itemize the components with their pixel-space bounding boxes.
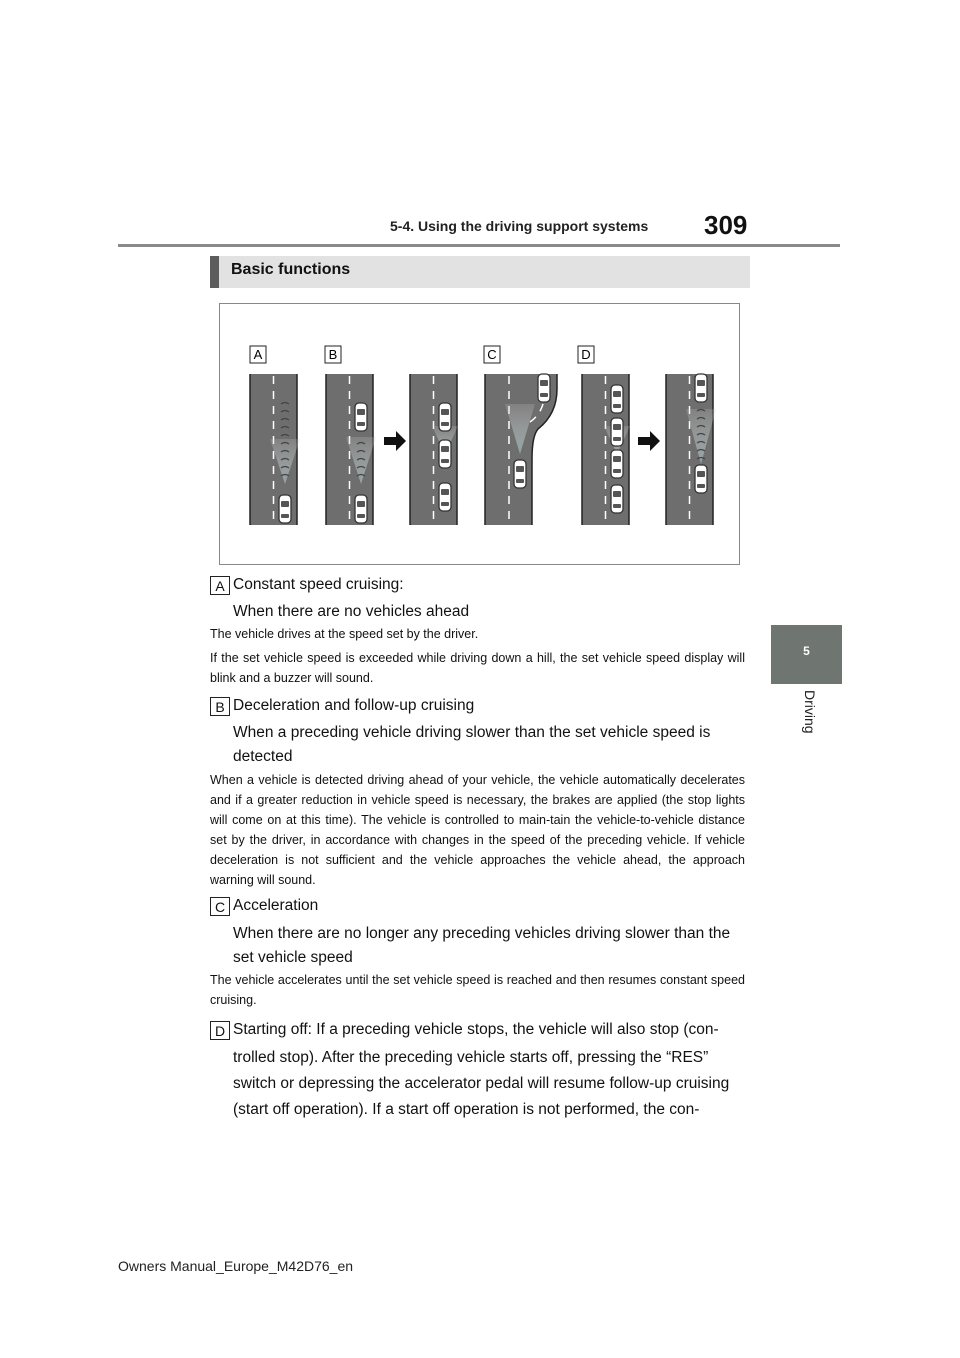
item-c-description: The vehicle accelerates until the set vehicle speed is reached and then resumes constant speed cruising. (210, 973, 745, 1007)
road-c (485, 374, 557, 525)
chapter-tab: 5 (771, 625, 842, 684)
arrow-right-icon (638, 431, 660, 451)
diagram-label-d (578, 346, 594, 363)
diagram-label-b (325, 346, 341, 363)
item-d-line-2: trolled stop). After the preceding vehicle starts off, pressing the “RES” (233, 1049, 709, 1066)
road-b-follow (410, 374, 458, 525)
item-b-letter: B (210, 697, 230, 716)
section-heading: Basic functions (231, 261, 351, 278)
chapter-label: Driving (802, 690, 818, 734)
diagram-label-a (250, 346, 266, 363)
item-b-description: When a vehicle is detected driving ahead of your vehicle, the vehicle automatically decelerates and if a greater reduction in vehicle speed is necessary, the brakes are applied (the stop lights will come on at this time). The vehicle is controlled to main-tain the vehicle-to-vehicle distance set by the driver, in accordance with changes in the speed of the preceding vehicle. If vehicle deceleration is not sufficient and the vehicle approaches the vehicle ahead, the approach warning will sound. (210, 773, 745, 887)
item-a-condition: When there are no vehicles ahead (233, 603, 470, 620)
page-number: 309 (704, 210, 748, 240)
diagram-label-c (484, 346, 500, 363)
footer-manual-id: Owners Manual_Europe_M42D76_en (118, 1258, 354, 1274)
road-d-start (666, 374, 716, 525)
road-a (250, 374, 300, 525)
item-a-description-2: If the set vehicle speed is exceeded while driving down a hill, the set vehicle speed display will blink and a buzzer will sound. (210, 651, 745, 685)
item-b-condition-line-2: detected (233, 748, 293, 765)
item-c-condition-line-1: When there are no longer any preceding vehicles driving slower than the (233, 925, 731, 942)
svg-text:D: D (581, 347, 591, 362)
item-b-condition-line-1: When a preceding vehicle driving slower than the set vehicle speed is (233, 724, 711, 741)
item-d-line-3: switch or depressing the accelerator pedal will resume follow-up cruising (233, 1075, 730, 1092)
figure-box (219, 303, 740, 565)
item-a-description: The vehicle drives at the speed set by the driver. (210, 627, 479, 641)
svg-text:A: A (253, 347, 263, 362)
svg-text:B: B (328, 347, 338, 362)
road-b-start (326, 374, 376, 525)
item-d-letter: D (210, 1021, 230, 1040)
item-d-line-4: (start off operation). If a start off operation is not performed, the con- (233, 1101, 700, 1118)
road-d-stop (582, 374, 630, 525)
item-b-title: Deceleration and follow-up cruising (233, 697, 475, 714)
arrow-right-icon (384, 431, 406, 451)
header-rule (118, 244, 840, 247)
svg-text:C: C (487, 347, 497, 362)
item-a-title: Constant speed cruising: (233, 576, 404, 593)
item-c-letter: C (210, 897, 230, 916)
item-c-title: Acceleration (233, 897, 319, 914)
item-d-line-1: Starting off: If a preceding vehicle stops, the vehicle will also stop (con- (233, 1021, 719, 1038)
item-a-letter: A (210, 576, 230, 595)
section-heading-bar (210, 256, 750, 288)
item-c-condition-line-2: set vehicle speed (233, 949, 353, 966)
header-section-title: 5-4. Using the driving support systems (390, 218, 649, 234)
cruise-diagram (220, 304, 741, 566)
